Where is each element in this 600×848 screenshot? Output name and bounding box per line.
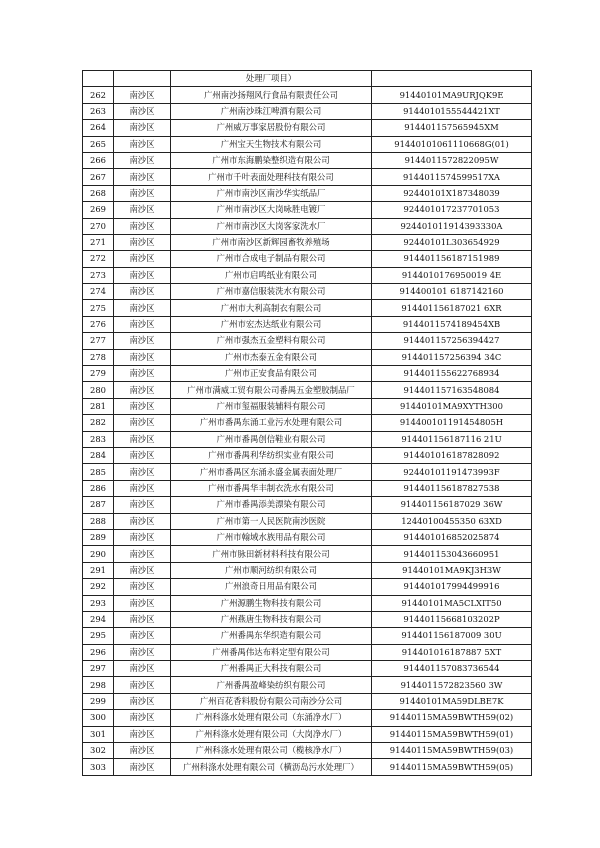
- district-cell: 南沙区: [114, 398, 171, 414]
- company-name-cell: 广州市强杰五金塑料有限公司: [171, 333, 372, 349]
- row-number-cell: 283: [83, 431, 114, 447]
- table-row: [83, 693, 532, 709]
- table-row: [83, 579, 532, 595]
- table-row: [83, 300, 532, 316]
- table-row: [83, 464, 532, 480]
- credit-code-cell: 914401153043660951: [372, 546, 532, 562]
- district-cell: 南沙区: [114, 251, 171, 267]
- district-cell: 南沙区: [114, 234, 171, 250]
- row-number-cell: 268: [83, 185, 114, 201]
- row-number-cell: 290: [83, 546, 114, 562]
- row-number-cell: 296: [83, 644, 114, 660]
- table-row: [83, 333, 532, 349]
- district-cell: 南沙区: [114, 349, 171, 365]
- district-cell: 南沙区: [114, 152, 171, 168]
- table-row: [83, 202, 532, 218]
- district-cell: 南沙区: [114, 431, 171, 447]
- table-row: [83, 234, 532, 250]
- table-row: [83, 169, 532, 185]
- district-cell: 南沙区: [114, 546, 171, 562]
- company-name-cell: 广州市南沙区南沙华实纸品厂: [171, 185, 372, 201]
- credit-code-cell: 91440101MA9XYTH300: [372, 398, 532, 414]
- company-name-cell: 广州燕唐生物科技有限公司: [171, 611, 372, 627]
- company-name-cell: 广州宝天生物技术有限公司: [171, 136, 372, 152]
- district-cell: 南沙区: [114, 136, 171, 152]
- credit-code-cell: 9144011574599517XA: [372, 169, 532, 185]
- credit-code-cell: 9144010176950019 4E: [372, 267, 532, 283]
- credit-code-cell: 924401011914393330A: [372, 218, 532, 234]
- row-number-cell: 275: [83, 300, 114, 316]
- district-cell: 南沙区: [114, 316, 171, 332]
- row-number-cell: 262: [83, 87, 114, 103]
- district-cell: 南沙区: [114, 710, 171, 726]
- credit-code-cell: 914401017994499916: [372, 579, 532, 595]
- table-row: [83, 644, 532, 660]
- company-name-cell: 广州市南沙区新辉园畜牧养殖场: [171, 234, 372, 250]
- credit-code-cell: 914401157256394427: [372, 333, 532, 349]
- row-number-cell: 281: [83, 398, 114, 414]
- credit-code-cell: 91440115MA59BWTH59(03): [372, 743, 532, 759]
- row-number-cell: 292: [83, 579, 114, 595]
- row-number-cell: 270: [83, 218, 114, 234]
- table-row: [83, 185, 532, 201]
- district-cell: 南沙区: [114, 120, 171, 136]
- company-name-cell: 广州市番禺区东涌永盛金属表面处理厂: [171, 464, 372, 480]
- credit-code-cell: 914401156187151989: [372, 251, 532, 267]
- credit-code-cell: 914401156187029 36W: [372, 497, 532, 513]
- credit-code-cell: 924401017237701053: [372, 202, 532, 218]
- credit-code-cell: 9144010155544421XT: [372, 103, 532, 119]
- table-row: [83, 661, 532, 677]
- company-name-cell: 广州南沙扬翔风行食品有限责任公司: [171, 87, 372, 103]
- credit-code-cell: 914401155622768934: [372, 366, 532, 382]
- district-cell: 南沙区: [114, 185, 171, 201]
- row-number-cell: 271: [83, 234, 114, 250]
- table-row: [83, 562, 532, 578]
- company-name-cell: 广州百花香料股份有限公司南沙分公司: [171, 693, 372, 709]
- table-row: [83, 120, 532, 136]
- table-row: [83, 316, 532, 332]
- credit-code-cell: 914401157256394 34C: [372, 349, 532, 365]
- credit-code-cell: 914401016187828092: [372, 447, 532, 463]
- credit-code-cell: 92440101L303654929: [372, 234, 532, 250]
- table-row: [83, 398, 532, 414]
- row-number-cell: 302: [83, 743, 114, 759]
- table-row: [83, 251, 532, 267]
- company-name-cell: 广州市宏杰达纸业有限公司: [171, 316, 372, 332]
- row-number-cell: 303: [83, 759, 114, 775]
- credit-code-cell: 91440115MA59BWTH59(02): [372, 710, 532, 726]
- credit-code-cell: 9144011572822095W: [372, 152, 532, 168]
- district-cell: 南沙区: [114, 693, 171, 709]
- row-number-cell: 272: [83, 251, 114, 267]
- district-cell: 南沙区: [114, 333, 171, 349]
- row-number-cell: 273: [83, 267, 114, 283]
- table-row: [83, 431, 532, 447]
- company-name-cell: 广州市合成电子制品有限公司: [171, 251, 372, 267]
- district-cell: 南沙区: [114, 284, 171, 300]
- company-name-cell: 广州番禺盈峰染纺织有限公司: [171, 677, 372, 693]
- district-cell: 南沙区: [114, 529, 171, 545]
- credit-code-cell: 91440101MA59DLBE7K: [372, 693, 532, 709]
- company-name-cell: 广州市东海鹏染整织造有限公司: [171, 152, 372, 168]
- row-number-cell: 294: [83, 611, 114, 627]
- table-row: [83, 87, 532, 103]
- row-number-cell: 295: [83, 628, 114, 644]
- row-number-cell: 300: [83, 710, 114, 726]
- company-name-cell: 广州市脉田新材料科技有限公司: [171, 546, 372, 562]
- table-row: [83, 480, 532, 496]
- row-number-cell: 282: [83, 415, 114, 431]
- row-number-cell: 284: [83, 447, 114, 463]
- district-cell: 南沙区: [114, 447, 171, 463]
- table-row: [83, 611, 532, 627]
- district-cell: 南沙区: [114, 513, 171, 529]
- credit-code-cell: 9144011572823560 3W: [372, 677, 532, 693]
- company-name-cell: 广州番禺伟达布料定型有限公司: [171, 644, 372, 660]
- table-row: [83, 677, 532, 693]
- table-row: [83, 546, 532, 562]
- credit-code-cell: 91440115668103202P: [372, 611, 532, 627]
- district-cell: 南沙区: [114, 743, 171, 759]
- table-row: [83, 152, 532, 168]
- table-row: [83, 497, 532, 513]
- company-name-cell: 广州科涤水处理有限公司（横沥岛污水处理厂）: [171, 759, 372, 775]
- district-cell: 南沙区: [114, 103, 171, 119]
- credit-code-cell: 914401016187887 5XT: [372, 644, 532, 660]
- table-row: [83, 284, 532, 300]
- credit-code-cell: 914401157083736544: [372, 661, 532, 677]
- credit-code-cell: [372, 71, 532, 87]
- row-number-cell: 301: [83, 726, 114, 742]
- row-number-cell: 297: [83, 661, 114, 677]
- row-number-cell: 291: [83, 562, 114, 578]
- company-name-cell: 广州番禺东华织造有限公司: [171, 628, 372, 644]
- credit-code-cell: 914401016852025874: [372, 529, 532, 545]
- credit-code-cell: 914401156187009 30U: [372, 628, 532, 644]
- table-row: [83, 529, 532, 545]
- credit-code-cell: 914401156187827538: [372, 480, 532, 496]
- district-cell: 南沙区: [114, 382, 171, 398]
- continuation-row: [83, 71, 532, 87]
- credit-code-cell: 91440101MA9KJ3H3W: [372, 562, 532, 578]
- row-number-cell: 278: [83, 349, 114, 365]
- district-cell: 南沙区: [114, 661, 171, 677]
- row-number-cell: 288: [83, 513, 114, 529]
- company-name-cell: 广州市南沙区大岗客家洗水厂: [171, 218, 372, 234]
- credit-code-cell: 914400101191454805H: [372, 415, 532, 431]
- company-name-cell: 广州市嘉信服装洗水有限公司: [171, 284, 372, 300]
- company-name-cell: 处理厂项目）: [171, 71, 372, 87]
- table-row: [83, 628, 532, 644]
- district-cell: 南沙区: [114, 87, 171, 103]
- district-cell: 南沙区: [114, 579, 171, 595]
- row-number-cell: 277: [83, 333, 114, 349]
- district-cell: 南沙区: [114, 562, 171, 578]
- table-row: [83, 218, 532, 234]
- row-number-cell: 265: [83, 136, 114, 152]
- table-row: [83, 366, 532, 382]
- company-name-cell: 广州市番禺华丰制衣洗水有限公司: [171, 480, 372, 496]
- company-name-cell: 广州科涤水处理有限公司（大岗净水厂）: [171, 726, 372, 742]
- company-name-cell: 广州市第一人民医院南沙医院: [171, 513, 372, 529]
- row-number-cell: 263: [83, 103, 114, 119]
- table-body: [83, 71, 532, 776]
- district-cell: 南沙区: [114, 759, 171, 775]
- company-name-cell: 广州番禺正大科技有限公司: [171, 661, 372, 677]
- district-cell: 南沙区: [114, 677, 171, 693]
- row-number-cell: 286: [83, 480, 114, 496]
- row-number-cell: 287: [83, 497, 114, 513]
- company-name-cell: 广州源鹏生物科技有限公司: [171, 595, 372, 611]
- credit-code-cell: 91440101MA5CLXIT50: [372, 595, 532, 611]
- credit-code-cell: 914401157163548084: [372, 382, 532, 398]
- table-row: [83, 726, 532, 742]
- credit-code-cell: 914401156187021 6XR: [372, 300, 532, 316]
- district-cell: 南沙区: [114, 415, 171, 431]
- row-number-cell: 264: [83, 120, 114, 136]
- row-number-cell: 289: [83, 529, 114, 545]
- company-name-cell: 广州市启鸣纸业有限公司: [171, 267, 372, 283]
- company-name-cell: 广州市翰域水族用品有限公司: [171, 529, 372, 545]
- company-name-cell: 广州市南沙区大岗咏胜电镀厂: [171, 202, 372, 218]
- company-name-cell: 广州市千叶表面处理科技有限公司: [171, 169, 372, 185]
- company-name-cell: 广州市正安食品有限公司: [171, 366, 372, 382]
- row-number-cell: 298: [83, 677, 114, 693]
- credit-code-cell: 92440101X187348039: [372, 185, 532, 201]
- row-number-cell: 285: [83, 464, 114, 480]
- company-name-cell: 广州市番禺创信鞋业有限公司: [171, 431, 372, 447]
- credit-code-cell: 91440115MA59BWTH59(05): [372, 759, 532, 775]
- table-row: [83, 267, 532, 283]
- credit-code-cell: 914401156187116 21U: [372, 431, 532, 447]
- company-name-cell: 广州市杰泰五金有限公司: [171, 349, 372, 365]
- credit-code-cell: 12440100455350 63XD: [372, 513, 532, 529]
- district-cell: 南沙区: [114, 497, 171, 513]
- table-row: [83, 743, 532, 759]
- credit-code-cell: 91440101MA9URJQK9E: [372, 87, 532, 103]
- company-name-cell: 广州市满威工贸有限公司番禺五金塑胶制品厂: [171, 382, 372, 398]
- row-number-cell: 293: [83, 595, 114, 611]
- district-cell: 南沙区: [114, 611, 171, 627]
- credit-code-cell: 92440101191473993F: [372, 464, 532, 480]
- table-row: [83, 513, 532, 529]
- district-cell: 南沙区: [114, 464, 171, 480]
- company-name-cell: 广州市番禺东涌工业污水处理有限公司: [171, 415, 372, 431]
- credit-code-cell: 91440101061110668G(01): [372, 136, 532, 152]
- row-number-cell: 266: [83, 152, 114, 168]
- district-cell: [114, 71, 171, 87]
- district-cell: 南沙区: [114, 595, 171, 611]
- table-row: [83, 136, 532, 152]
- row-number-cell: 267: [83, 169, 114, 185]
- company-name-cell: 广州市番禺添美漂染有限公司: [171, 497, 372, 513]
- district-cell: 南沙区: [114, 628, 171, 644]
- row-number-cell: 276: [83, 316, 114, 332]
- district-cell: 南沙区: [114, 644, 171, 660]
- district-cell: 南沙区: [114, 366, 171, 382]
- company-name-cell: 广州市顺河纺织有限公司: [171, 562, 372, 578]
- company-name-cell: 广州市大利高制衣有限公司: [171, 300, 372, 316]
- company-name-cell: 广州市玺福服装辅料有限公司: [171, 398, 372, 414]
- table-row: [83, 447, 532, 463]
- row-number-cell: [83, 71, 114, 87]
- credit-code-cell: 914401157565945XM: [372, 120, 532, 136]
- district-cell: 南沙区: [114, 480, 171, 496]
- row-number-cell: 274: [83, 284, 114, 300]
- district-cell: 南沙区: [114, 169, 171, 185]
- row-number-cell: 279: [83, 366, 114, 382]
- table-row: [83, 382, 532, 398]
- table-row: [83, 415, 532, 431]
- table-row: [83, 710, 532, 726]
- district-cell: 南沙区: [114, 218, 171, 234]
- row-number-cell: 280: [83, 382, 114, 398]
- company-name-cell: 广州浪奇日用品有限公司: [171, 579, 372, 595]
- company-name-cell: 广州市番禺利华纺织实业有限公司: [171, 447, 372, 463]
- row-number-cell: 269: [83, 202, 114, 218]
- district-cell: 南沙区: [114, 267, 171, 283]
- credit-code-cell: 9144011574189454XB: [372, 316, 532, 332]
- enterprise-table: [82, 70, 532, 776]
- district-cell: 南沙区: [114, 726, 171, 742]
- district-cell: 南沙区: [114, 202, 171, 218]
- company-name-cell: 广州科涤水处理有限公司（榄核净水厂）: [171, 743, 372, 759]
- company-name-cell: 广州科涤水处理有限公司（东涌净水厂）: [171, 710, 372, 726]
- row-number-cell: 299: [83, 693, 114, 709]
- district-cell: 南沙区: [114, 300, 171, 316]
- credit-code-cell: 91440115MA59BWTH59(01): [372, 726, 532, 742]
- table-row: [83, 759, 532, 775]
- table-row: [83, 595, 532, 611]
- table-row: [83, 349, 532, 365]
- credit-code-cell: 914400101 6187142160: [372, 284, 532, 300]
- company-name-cell: 广州南沙珠江啤酒有限公司: [171, 103, 372, 119]
- table-row: [83, 103, 532, 119]
- company-name-cell: 广州威万事家居股份有限公司: [171, 120, 372, 136]
